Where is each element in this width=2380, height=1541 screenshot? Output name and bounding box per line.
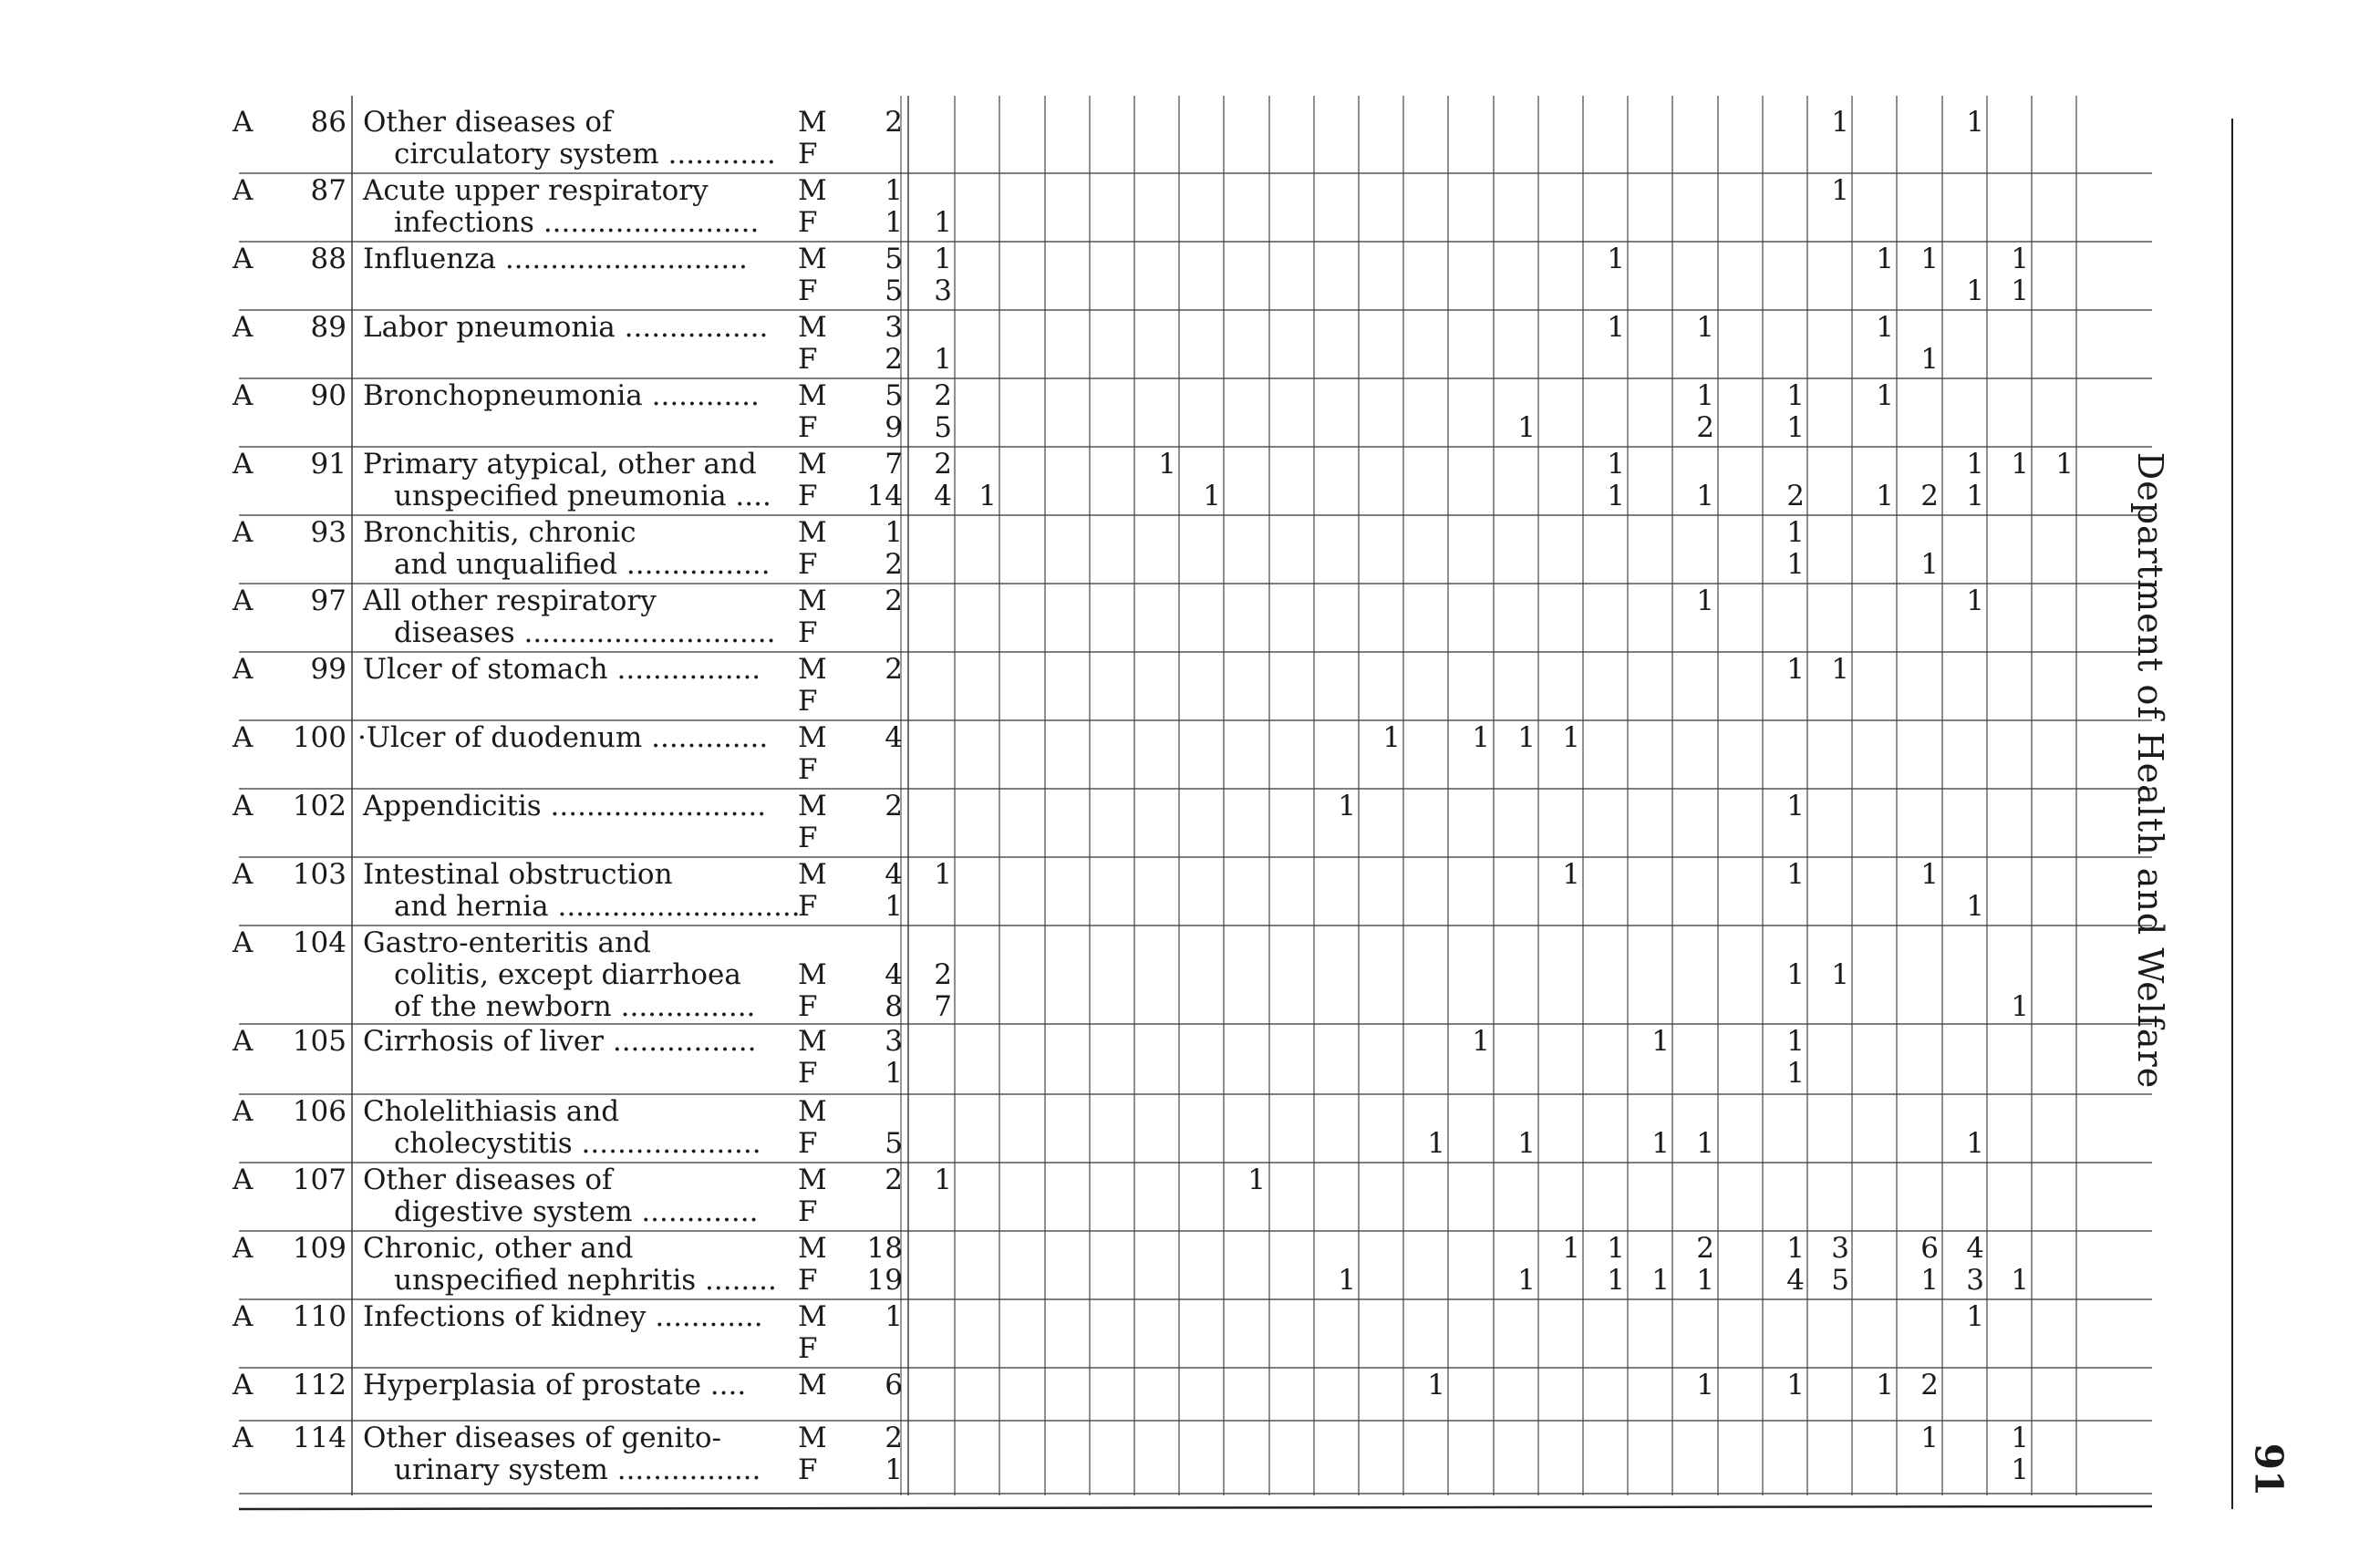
age-group-count: 1 <box>1607 1264 1625 1297</box>
age-group-count: 4 <box>1786 1264 1805 1297</box>
sex-marker: F <box>798 206 818 239</box>
sex-marker: F <box>798 138 818 171</box>
sex-marker: F <box>798 685 818 718</box>
sex-marker: M <box>798 516 827 549</box>
age-group-count: 1 <box>1920 548 1939 581</box>
disease-name-line: Other diseases of genito- <box>363 1422 722 1454</box>
disease-name-line: of the newborn ............... <box>394 990 756 1023</box>
disease-code: 87 <box>310 174 347 207</box>
age-group-count: 5 <box>934 411 952 444</box>
age-group-count: 2 <box>1696 411 1714 444</box>
total-count: 8 <box>885 990 903 1023</box>
disease-name-line: unspecified nephritis ........ <box>394 1264 777 1297</box>
total-count: 14 <box>866 480 903 512</box>
disease-class: A <box>233 1300 254 1333</box>
disease-class: A <box>233 106 254 139</box>
age-group-count: 3 <box>1831 1232 1849 1265</box>
age-group-count: 1 <box>1696 1369 1714 1401</box>
disease-class: A <box>233 926 254 959</box>
disease-class: A <box>233 584 254 617</box>
age-group-count: 1 <box>934 206 952 239</box>
age-group-count: 1 <box>2011 448 2029 481</box>
disease-name-line: All other respiratory <box>363 584 657 617</box>
age-group-count: 5 <box>1831 1264 1849 1297</box>
total-count: 2 <box>885 584 903 617</box>
age-group-count: 1 <box>934 343 952 376</box>
total-count: 2 <box>885 106 903 139</box>
age-group-count: 1 <box>1562 858 1580 891</box>
age-group-count: 1 <box>1920 243 1939 275</box>
age-group-count: 1 <box>1920 858 1939 891</box>
age-group-count: 2 <box>934 448 952 481</box>
age-group-count: 1 <box>1786 411 1805 444</box>
total-count: 5 <box>885 379 903 412</box>
age-group-count: 1 <box>934 858 952 891</box>
disease-class: A <box>233 311 254 344</box>
age-group-count: 1 <box>1966 890 1984 923</box>
age-group-count: 1 <box>1338 790 1356 822</box>
disease-code: 91 <box>310 448 347 481</box>
disease-class: A <box>233 1369 254 1401</box>
total-count: 1 <box>885 206 903 239</box>
age-group-count: 1 <box>2011 1453 2029 1486</box>
sex-marker: M <box>798 721 827 754</box>
age-group-count: 3 <box>1966 1264 1984 1297</box>
age-group-count: 1 <box>1696 379 1714 412</box>
total-count: 2 <box>885 548 903 581</box>
sex-marker: F <box>798 1264 818 1297</box>
age-group-count: 1 <box>1607 448 1625 481</box>
age-group-count: 1 <box>1607 480 1625 512</box>
disease-code: 86 <box>310 106 347 139</box>
age-group-count: 1 <box>1786 1369 1805 1401</box>
sex-marker: F <box>798 990 818 1023</box>
disease-code: 99 <box>310 653 347 686</box>
total-count: 3 <box>885 1025 903 1058</box>
disease-code: 112 <box>292 1369 347 1401</box>
age-group-count: 1 <box>1831 958 1849 991</box>
sex-marker: M <box>798 174 827 207</box>
disease-name-line: and unqualified ................ <box>394 548 771 581</box>
age-group-count: 1 <box>1966 448 1984 481</box>
age-group-count: 2 <box>1786 480 1805 512</box>
age-group-count: 1 <box>1427 1127 1445 1160</box>
age-group-count: 1 <box>1876 311 1894 344</box>
disease-name-line: Gastro-enteritis and <box>363 926 651 959</box>
sex-marker: M <box>798 448 827 481</box>
sex-marker: F <box>798 1332 818 1365</box>
disease-name-line: Labor pneumonia ................ <box>363 311 769 344</box>
age-group-count: 1 <box>934 243 952 275</box>
disease-name-line: Other diseases of <box>363 1164 613 1196</box>
age-group-count: 1 <box>1786 790 1805 822</box>
sex-marker: F <box>798 1195 818 1228</box>
disease-class: A <box>233 243 254 275</box>
total-count: 1 <box>885 174 903 207</box>
disease-code: 89 <box>310 311 347 344</box>
total-count: 1 <box>885 1057 903 1090</box>
total-count: 1 <box>885 890 903 923</box>
age-group-count: 4 <box>1966 1232 1984 1265</box>
age-group-count: 1 <box>1876 243 1894 275</box>
disease-code: 97 <box>310 584 347 617</box>
disease-class: A <box>233 721 254 754</box>
disease-name-line: cholecystitis .................... <box>394 1127 761 1160</box>
age-group-count: 1 <box>1696 1264 1714 1297</box>
age-group-count: 2 <box>1696 1232 1714 1265</box>
sex-marker: M <box>798 858 827 891</box>
total-count: 1 <box>885 1300 903 1333</box>
disease-name-line: Infections of kidney ............ <box>363 1300 763 1333</box>
disease-class: A <box>233 858 254 891</box>
sex-marker: M <box>798 1164 827 1196</box>
sex-marker: M <box>798 1422 827 1454</box>
disease-name-line: Cirrhosis of liver ................ <box>363 1025 757 1058</box>
sex-marker: M <box>798 106 827 139</box>
age-group-count: 1 <box>1966 584 1984 617</box>
disease-name-line: diseases ............................ <box>394 616 776 649</box>
disease-name-line: circulatory system ............ <box>394 138 776 171</box>
age-group-count: 1 <box>1786 516 1805 549</box>
sex-marker: M <box>798 1369 827 1401</box>
disease-class: A <box>233 516 254 549</box>
age-group-count: 1 <box>1517 411 1536 444</box>
sex-marker: F <box>798 480 818 512</box>
age-group-count: 1 <box>1966 106 1984 139</box>
age-group-count: 1 <box>1517 1264 1536 1297</box>
age-group-count: 2 <box>1920 1369 1939 1401</box>
sex-marker: F <box>798 890 818 923</box>
age-group-count: 1 <box>978 480 997 512</box>
age-group-count: 7 <box>934 990 952 1023</box>
age-group-count: 1 <box>1696 1127 1714 1160</box>
disease-class: A <box>233 1422 254 1454</box>
age-group-count: 1 <box>1786 653 1805 686</box>
age-group-count: 1 <box>1920 1422 1939 1454</box>
disease-code: 88 <box>310 243 347 275</box>
age-group-count: 1 <box>1920 343 1939 376</box>
age-group-count: 1 <box>1696 480 1714 512</box>
total-count: 4 <box>885 858 903 891</box>
age-group-count: 1 <box>1607 311 1625 344</box>
age-group-count: 1 <box>1472 721 1490 754</box>
disease-name-line: and hernia ........................... <box>394 890 801 923</box>
total-count: 1 <box>885 516 903 549</box>
age-group-count: 1 <box>1247 1164 1266 1196</box>
disease-name-line: Influenza ........................... <box>363 243 748 275</box>
disease-name-line: colitis, except diarrhoea <box>394 958 741 991</box>
total-count: 4 <box>885 958 903 991</box>
disease-code: 90 <box>310 379 347 412</box>
table-bottom-rule <box>239 1506 2152 1509</box>
age-group-count: 1 <box>1472 1025 1490 1058</box>
age-group-count: 1 <box>1966 1300 1984 1333</box>
sex-marker: F <box>798 753 818 786</box>
disease-name-line: ·Ulcer of duodenum ............. <box>357 721 769 754</box>
age-group-count: 1 <box>1651 1127 1670 1160</box>
sex-marker: F <box>798 616 818 649</box>
page-number: 91 <box>2246 1443 2292 1497</box>
age-group-count: 1 <box>1607 1232 1625 1265</box>
age-group-count: 6 <box>1920 1232 1939 1265</box>
age-group-count: 1 <box>1696 311 1714 344</box>
total-count: 1 <box>885 1453 903 1486</box>
sex-marker: M <box>798 790 827 822</box>
disease-code: 106 <box>292 1095 347 1128</box>
disease-code: 105 <box>292 1025 347 1058</box>
total-count: 18 <box>866 1232 903 1265</box>
age-group-count: 1 <box>1562 1232 1580 1265</box>
total-count: 2 <box>885 343 903 376</box>
running-title: Department of Health and Welfare <box>2130 451 2170 1090</box>
age-group-count: 1 <box>1831 106 1849 139</box>
disease-code: 102 <box>292 790 347 822</box>
age-group-count: 1 <box>2011 990 2029 1023</box>
disease-class: A <box>233 653 254 686</box>
disease-code: 103 <box>292 858 347 891</box>
sex-marker: M <box>798 243 827 275</box>
sex-marker: F <box>798 1453 818 1486</box>
sex-marker: F <box>798 274 818 307</box>
age-group-count: 1 <box>1786 548 1805 581</box>
age-group-count: 1 <box>1966 1127 1984 1160</box>
total-count: 2 <box>885 1164 903 1196</box>
disease-name-line: Hyperplasia of prostate .... <box>363 1369 747 1401</box>
age-group-count: 1 <box>1786 1025 1805 1058</box>
sex-marker: M <box>798 1095 827 1128</box>
disease-name-line: Chronic, other and <box>363 1232 634 1265</box>
age-group-count: 1 <box>1607 243 1625 275</box>
disease-class: A <box>233 174 254 207</box>
age-group-count: 1 <box>2011 243 2029 275</box>
disease-name-line: unspecified pneumonia .... <box>394 480 771 512</box>
total-count: 4 <box>885 721 903 754</box>
sex-marker: M <box>798 1025 827 1058</box>
disease-class: A <box>233 379 254 412</box>
age-group-count: 1 <box>1876 1369 1894 1401</box>
total-count: 3 <box>885 311 903 344</box>
disease-class: A <box>233 790 254 822</box>
age-group-count: 1 <box>1920 1264 1939 1297</box>
age-group-count: 1 <box>1786 958 1805 991</box>
sex-marker: F <box>798 343 818 376</box>
disease-code: 104 <box>292 926 347 959</box>
sex-marker: F <box>798 411 818 444</box>
age-group-count: 1 <box>1966 274 1984 307</box>
total-count: 9 <box>885 411 903 444</box>
disease-code: 100 <box>292 721 347 754</box>
disease-name-line: Intestinal obstruction <box>363 858 673 891</box>
disease-code: 93 <box>310 516 347 549</box>
disease-name-line: Appendicitis ........................ <box>363 790 767 822</box>
age-group-count: 1 <box>1696 584 1714 617</box>
sex-marker: F <box>798 1057 818 1090</box>
disease-name-line: digestive system ............. <box>394 1195 759 1228</box>
disease-name-line: infections ........................ <box>394 206 760 239</box>
age-group-count: 1 <box>1786 1232 1805 1265</box>
age-group-count: 1 <box>2055 448 2074 481</box>
age-group-count: 1 <box>1786 379 1805 412</box>
total-count: 5 <box>885 243 903 275</box>
disease-name-line: Other diseases of <box>363 106 613 139</box>
disease-code: 110 <box>292 1300 347 1333</box>
age-group-count: 2 <box>934 958 952 991</box>
sex-marker: M <box>798 1300 827 1333</box>
disease-class: A <box>233 1164 254 1196</box>
age-group-count: 1 <box>1876 379 1894 412</box>
sex-marker: F <box>798 1127 818 1160</box>
age-group-count: 1 <box>1651 1025 1670 1058</box>
disease-name-line: urinary system ................ <box>394 1453 761 1486</box>
age-group-count: 1 <box>1966 480 1984 512</box>
age-group-count: 1 <box>1786 858 1805 891</box>
age-group-count: 2 <box>934 379 952 412</box>
age-group-count: 1 <box>2011 274 2029 307</box>
age-group-count: 1 <box>1562 721 1580 754</box>
age-group-count: 1 <box>1831 174 1849 207</box>
disease-class: A <box>233 1025 254 1058</box>
total-count: 5 <box>885 1127 903 1160</box>
sex-marker: F <box>798 548 818 581</box>
age-group-count: 3 <box>934 274 952 307</box>
total-count: 19 <box>866 1264 903 1297</box>
age-group-count: 1 <box>1831 653 1849 686</box>
sex-marker: M <box>798 379 827 412</box>
age-group-count: 1 <box>1786 1057 1805 1090</box>
disease-name-line: Primary atypical, other and <box>363 448 757 481</box>
total-count: 5 <box>885 274 903 307</box>
total-count: 2 <box>885 653 903 686</box>
disease-code: 109 <box>292 1232 347 1265</box>
age-group-count: 1 <box>1876 480 1894 512</box>
sex-marker: M <box>798 584 827 617</box>
total-count: 6 <box>885 1369 903 1401</box>
disease-class: A <box>233 1232 254 1265</box>
age-group-count: 1 <box>1517 721 1536 754</box>
disease-code: 107 <box>292 1164 347 1196</box>
age-group-count: 1 <box>1338 1264 1356 1297</box>
disease-code: 114 <box>292 1422 347 1454</box>
age-group-count: 2 <box>1920 480 1939 512</box>
age-group-count: 1 <box>2011 1264 2029 1297</box>
disease-name-line: Cholelithiasis and <box>363 1095 620 1128</box>
age-group-count: 1 <box>1203 480 1221 512</box>
age-group-count: 1 <box>1427 1369 1445 1401</box>
sex-marker: M <box>798 958 827 991</box>
sex-marker: F <box>798 822 818 854</box>
age-group-count: 1 <box>1382 721 1401 754</box>
age-group-count: 1 <box>1651 1264 1670 1297</box>
disease-class: A <box>233 448 254 481</box>
disease-name-line: Acute upper respiratory <box>363 174 709 207</box>
disease-class: A <box>233 1095 254 1128</box>
total-count: 2 <box>885 790 903 822</box>
age-group-count: 4 <box>934 480 952 512</box>
disease-name-line: Bronchopneumonia ............ <box>363 379 760 412</box>
disease-name-line: Bronchitis, chronic <box>363 516 636 549</box>
total-count: 2 <box>885 1422 903 1454</box>
age-group-count: 1 <box>1158 448 1176 481</box>
age-group-count: 1 <box>934 1164 952 1196</box>
sex-marker: M <box>798 311 827 344</box>
sex-marker: M <box>798 1232 827 1265</box>
age-group-count: 1 <box>2011 1422 2029 1454</box>
age-group-count: 1 <box>1517 1127 1536 1160</box>
total-count: 7 <box>885 448 903 481</box>
disease-name-line: Ulcer of stomach ................ <box>363 653 761 686</box>
sex-marker: M <box>798 653 827 686</box>
